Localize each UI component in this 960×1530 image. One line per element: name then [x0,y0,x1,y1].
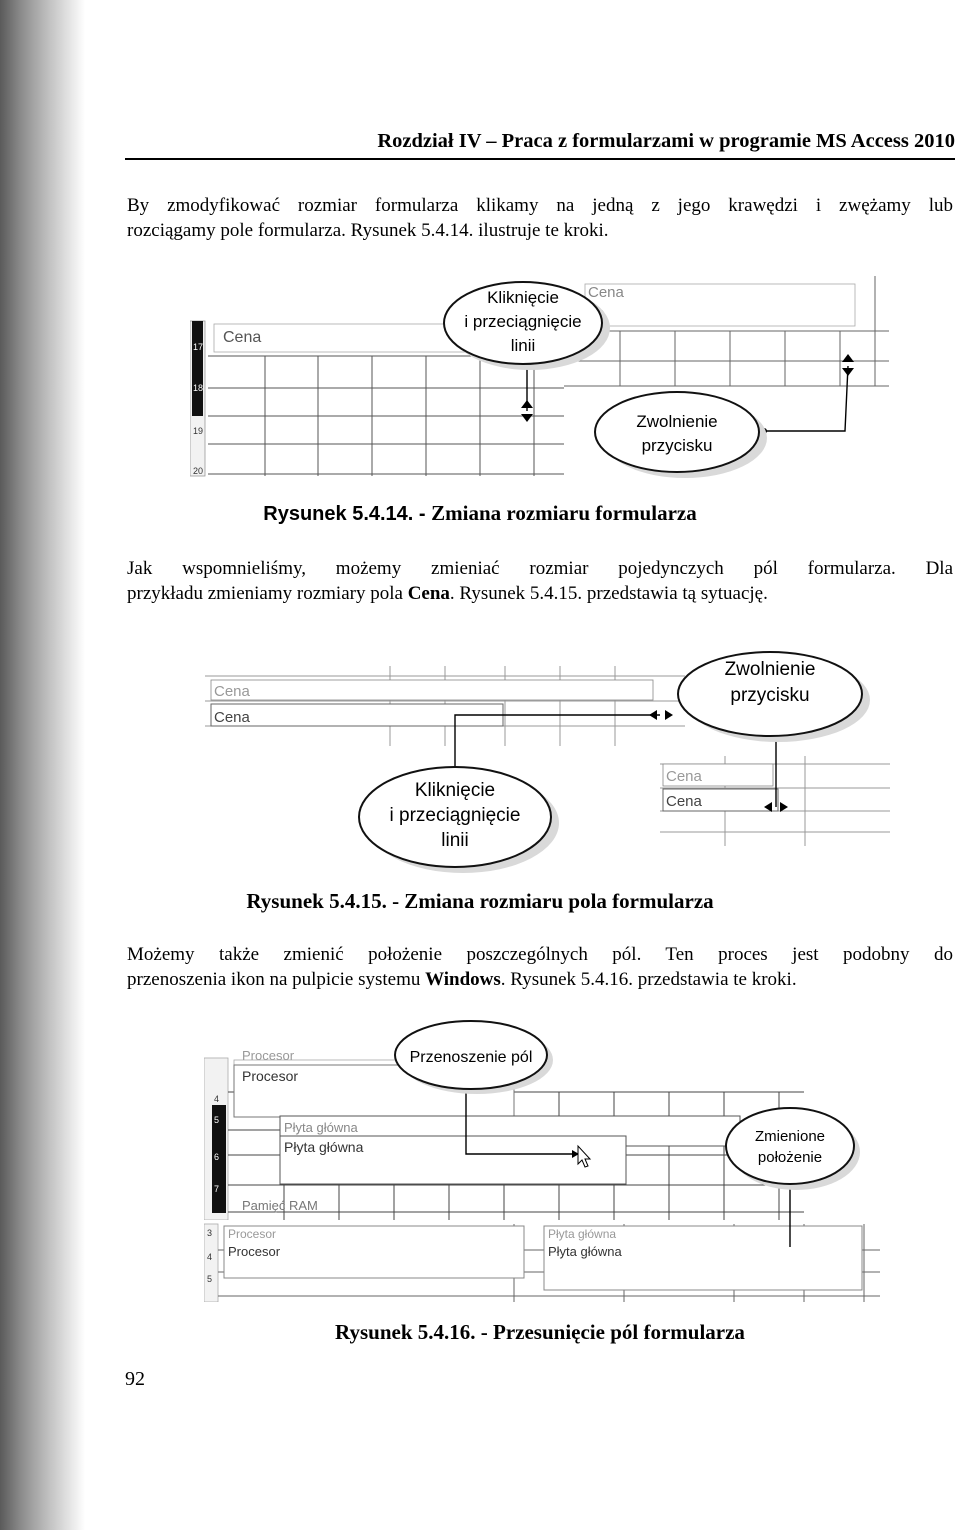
ruler-mark: 20 [193,466,204,476]
text-run: przykładu zmieniamy rozmiary pola [127,583,408,604]
paragraph-move-fields [127,942,953,992]
callout-text: przycisku [641,436,713,455]
paragraph-line: Możemy także zmienić położenie poszczególnych pól. Ten proces jest podobny do [127,944,953,965]
field-label: Pamięć RAM [242,1198,318,1213]
callout-text: Przenoszenie pól [409,1049,533,1066]
field-label-ghost: Cena [666,768,702,785]
page-number: 92 [125,1368,145,1390]
text-run: . Rysunek 5.4.15. przedstawia tą sytuację. [449,583,768,604]
callout-text: i przeciągnięcie [389,805,521,826]
callout-text: Kliknięcie [487,288,559,307]
ruler-mark: 4 [214,1094,220,1104]
field-label: Procesor [228,1244,281,1259]
callout-text: przycisku [730,685,810,706]
paragraph-line: By zmodyfikować rozmiar formularza klikamy na jedną z jego krawędzi i zwężamy lub [127,195,953,216]
paragraph-field-resize [127,556,953,606]
ruler-mark: 17 [193,342,204,352]
ruler-mark: 7 [214,1184,220,1194]
field-label: Płyta główna [548,1244,622,1259]
field-label: Cena [214,709,250,726]
paragraph-line: Jak wspomnieliśmy, możemy zmieniać rozmiar pojedynczych pól formularza. Dla [127,558,953,579]
callout-text: Kliknięcie [414,780,496,801]
form-fields-after [660,756,890,846]
paragraph-line: rozciągamy pole formularza. Rysunek 5.4.14. ilustruje te kroki. [127,220,609,241]
text-run: . Rysunek 5.4.16. przedstawia te kroki. [500,969,797,990]
ruler-mark: 19 [193,426,204,436]
callout-release [595,392,767,478]
ruler-mark: 3 [207,1228,213,1238]
field-label-ghost: Płyta główna [284,1120,358,1135]
field-label: Cena [666,793,702,810]
ruler-mark: 4 [207,1252,213,1262]
field-label-ghost: Procesor [242,1048,295,1063]
paragraph-intro [127,193,953,243]
callout-release [678,652,870,742]
chapter-header: Rozdział IV – Praca z formularzami w programie MS Access 2010 [125,130,955,160]
text-run: przenoszenia ikon na pulpicie systemu [127,969,426,990]
field-label-ghost: Procesor [228,1227,277,1241]
figure-caption-5-4-14 [0,501,960,526]
callout-text: Zwolnienie [636,412,718,431]
figure-caption-5-4-16: Rysunek 5.4.16. - Przesunięcie pól formularza [335,1320,745,1344]
caption-number: Rysunek 5.4.14. - [263,503,432,525]
paragraph-line [127,581,953,606]
callout-click-drag [359,767,559,873]
caption-text: Zmiana rozmiaru formularza [431,501,697,525]
form-fields-before [205,666,685,746]
ruler-mark: 5 [207,1274,213,1284]
callout-text: linii [510,336,536,355]
callout-text: Zmienione [754,1128,826,1145]
figure-5-4-15 [205,636,890,881]
callout-text: położenie [757,1149,823,1166]
field-label-ghost: Płyta główna [548,1227,617,1241]
callout-text: linii [441,830,469,851]
callout-text: Zwolnienie [724,659,816,680]
figure-5-4-16 [204,1020,880,1302]
form-design-after [204,1220,880,1302]
field-label-ghost: Cena [214,683,250,700]
figure-caption-5-4-15: Rysunek 5.4.15. - Zmiana rozmiaru pola formularza [246,889,714,913]
ruler-mark: 5 [214,1115,220,1125]
form-grid-right [564,276,889,400]
paragraph-line [127,967,953,992]
field-label-cena-ghost: Cena [588,284,624,301]
ruler-mark: 18 [193,383,204,393]
figure-5-4-14 [190,276,890,481]
callout-text: i przeciągnięcie [464,312,582,331]
text-bold: Windows [425,969,501,990]
field-label: Procesor [242,1068,299,1084]
ruler-mark: 6 [214,1152,220,1162]
page-binding-shadow [0,0,85,1530]
callout-changed-position [726,1108,860,1190]
text-bold: Cena [407,583,450,604]
field-label: Płyta główna [284,1139,364,1155]
field-label-cena: Cena [223,329,262,346]
